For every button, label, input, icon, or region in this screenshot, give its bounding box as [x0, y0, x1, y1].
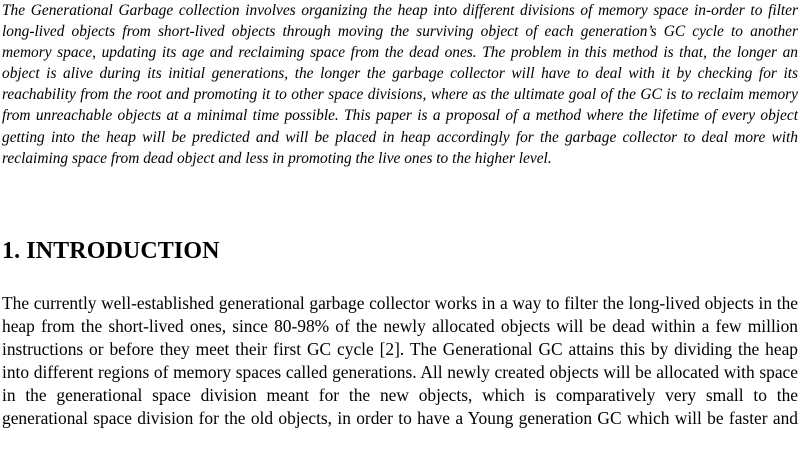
introduction-paragraph: The currently well-established generational garbage collector works in a way to filter the long-lived objects in the heap from the short-lived ones, since 80-98% of the newly allocated objects will be dead within a few million instructions or before they meet their first GC cycle [2]. The Generational GC attains this by dividing the heap into different regions of memory spaces called generations. All newly created objects will be allocated with space in the generational space division meant for the new objects, which is comparatively very small to the generational space division for the old objects, in order to have a Young generation GC which will be faster and	[2, 293, 798, 428]
section-heading: 1. INTRODUCTION	[2, 238, 220, 264]
abstract-paragraph: The Generational Garbage collection involves organizing the heap into different divisions of memory space in-order to filter long-lived objects from short-lived objects through moving the surviving object of each generation’s GC cycle to another memory space, updating its age and reclaiming space from the dead ones. The problem in this method is that, the longer an object is alive during its initial generations, the longer the garbage collector will have to deal with it by checking for its reachability from the root and promoting it to other space divisions, where as the ultimate goal of the GC is to reclaim memory from unreachable objects at a minimal time possible. This paper is a proposal of a method where the lifetime of every object getting into the heap will be predicted and will be placed in heap accordingly for the garbage collector to deal more with reclaiming space from dead object and less in promoting the live ones to the higher level.	[2, 2, 798, 167]
